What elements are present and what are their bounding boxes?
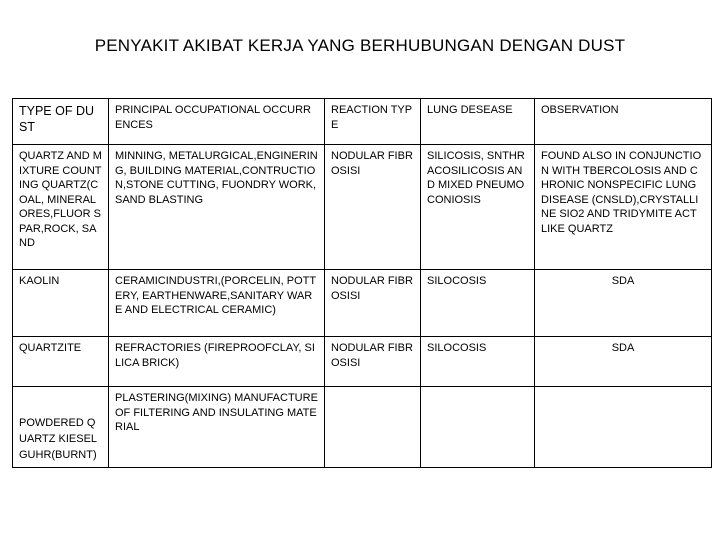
cell-observation	[535, 387, 712, 468]
table-row	[13, 337, 712, 387]
table-row	[13, 387, 712, 468]
cell-occurrences: CERAMICINDUSTRI,(PORCELIN, POTTERY, EARTHENWARE,SANITARY WARE AND ELECTRICAL CERAMIC)	[109, 270, 325, 337]
cell-reaction: NODULAR FIBROSISI	[325, 337, 421, 387]
table-row	[13, 270, 712, 337]
cell-occurrences: REFRACTORIES (FIREPROOFCLAY, SILICA BRICK)	[109, 337, 325, 387]
header-occupational-occurrences: PRINCIPAL OCCUPATIONAL OCCURRENCES	[109, 99, 325, 145]
table-header-row	[13, 99, 712, 145]
cell-lung-disease: SILOCOSIS	[421, 337, 535, 387]
dust-disease-table	[12, 98, 712, 468]
header-observation: OBSERVATION	[535, 99, 712, 145]
cell-dust-type: QUARTZ AND MIXTURE COUNTING QUARTZ(COAL, MINERAL ORES,FLUOR SPAR,ROCK, SAND	[13, 145, 109, 270]
cell-lung-disease: SILOCOSIS	[421, 270, 535, 337]
cell-observation: SDA	[535, 337, 712, 387]
cell-dust-type: POWDERED QUARTZ KIESELGUHR(BURNT)	[13, 387, 109, 468]
page-title: PENYAKIT AKIBAT KERJA YANG BERHUBUNGAN DENGAN DUST	[94, 36, 626, 55]
cell-reaction	[325, 387, 421, 468]
cell-dust-type: QUARTZITE	[13, 337, 109, 387]
cell-dust-type: KAOLIN	[13, 270, 109, 337]
header-reaction-type: REACTION TYPE	[325, 99, 421, 145]
cell-lung-disease: SILICOSIS, SNTHRACOSILICOSIS AND MIXED PNEUMOCONIOSIS	[421, 145, 535, 270]
cell-reaction: NODULAR FIBROSISI	[325, 145, 421, 270]
header-type-of-dust: TYPE OF DUST	[13, 99, 109, 145]
cell-observation: SDA	[535, 270, 712, 337]
header-lung-desease: LUNG DESEASE	[421, 99, 535, 145]
cell-occurrences: MINNING, METALURGICAL,ENGINERING, BUILDING MATERIAL,CONTRUCTION,STONE CUTTING, FUONDRY WORK, SAND BLASTING	[109, 145, 325, 270]
cell-occurrences: PLASTERING(MIXING) MANUFACTURE OF FILTERING AND INSULATING MATERIAL	[109, 387, 325, 468]
cell-observation: FOUND ALSO IN CONJUNCTION WITH TBERCOLOSIS AND CHRONIC NONSPECIFIC LUNG DISEASE (CNSLD),CRYSTALLINE SIO2 AND TRIDYMITE ACT LIKE QUARTZ	[535, 145, 712, 270]
cell-lung-disease	[421, 387, 535, 468]
table-row	[13, 145, 712, 270]
cell-reaction: NODULAR FIBROSISI	[325, 270, 421, 337]
